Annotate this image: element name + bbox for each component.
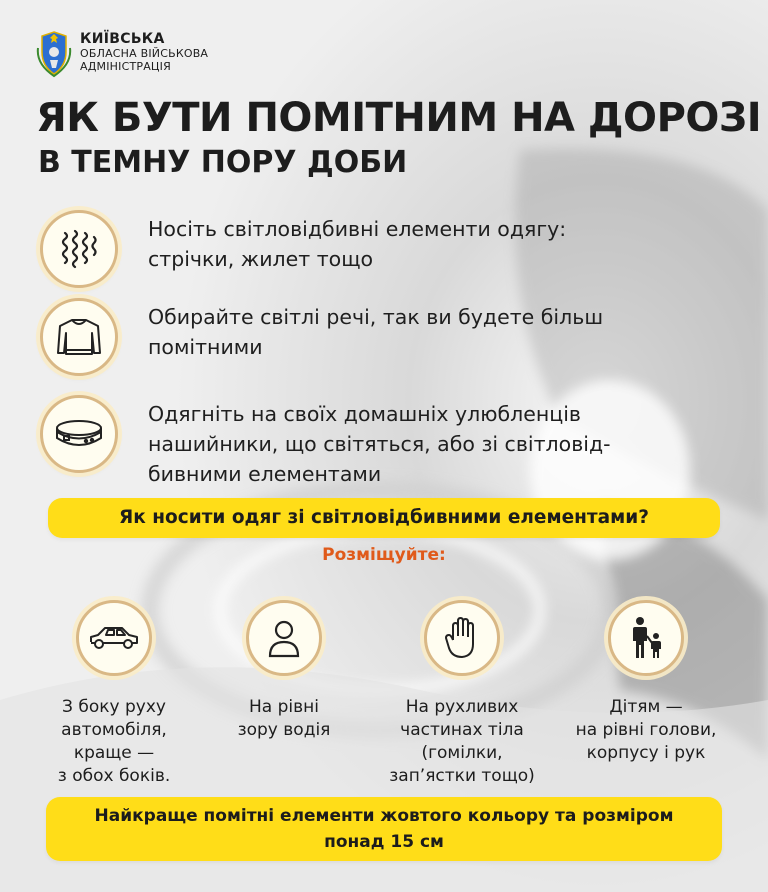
tip-text: Носіть світловідбивні елементи одягу: стрічки, жилет тощо	[148, 217, 567, 271]
placement-item-moving-body-parts	[372, 600, 552, 788]
pet-collar-icon	[40, 395, 118, 473]
kyiv-oblast-emblem-icon	[36, 30, 72, 78]
reflective-stripes-icon	[40, 210, 118, 288]
placement-text: На рухливих частинах тіла (гомілки, зап’ястки тощо)	[389, 697, 535, 786]
page-title-line1: ЯК БУТИ ПОМІТНИМ НА ДОРОЗІ	[36, 95, 762, 141]
placement-text: З боку руху автомобіля, краще — з обох боків.	[57, 697, 171, 786]
org-name-line2: ОБЛАСНА ВІЙСЬКОВА	[80, 47, 209, 60]
placement-text: На рівні зору водія	[237, 697, 331, 740]
page-title-line2: В ТЕМНУ ПОРУ ДОБИ	[38, 145, 408, 180]
bottom-note-banner: Найкраще помітні елементи жовтого кольору та розміром понад 15 см	[46, 797, 722, 861]
sweater-icon	[40, 298, 118, 376]
placement-item-children	[556, 600, 736, 765]
person-icon	[246, 600, 322, 676]
placement-text: Дітям — на рівні голови, корпусу і рук	[575, 697, 717, 763]
tip-light-clothes	[40, 298, 603, 376]
question-banner: Як носити одяг зі світловідбивними елементами?	[48, 498, 720, 538]
tip-pet-collar	[40, 395, 611, 489]
placement-item-car-side	[24, 600, 204, 788]
car-icon	[76, 600, 152, 676]
org-name-line3: АДМІНІСТРАЦІЯ	[80, 60, 171, 73]
placement-item-driver-eye-level	[194, 600, 374, 742]
tip-text: Обирайте світлі речі, так ви будете більш помітними	[148, 305, 604, 359]
adult-child-icon	[608, 600, 684, 676]
tip-text: Одягніть на своїх домашніх улюбленців нашийники, що світяться, або зі світловід- бивними елементами	[148, 402, 611, 486]
tip-reflective-clothing	[40, 210, 566, 288]
org-logo-block	[36, 30, 208, 78]
org-name-line1: КИЇВСЬКА	[80, 31, 165, 47]
hand-icon	[424, 600, 500, 676]
placement-label: Розміщуйте:	[322, 545, 446, 565]
